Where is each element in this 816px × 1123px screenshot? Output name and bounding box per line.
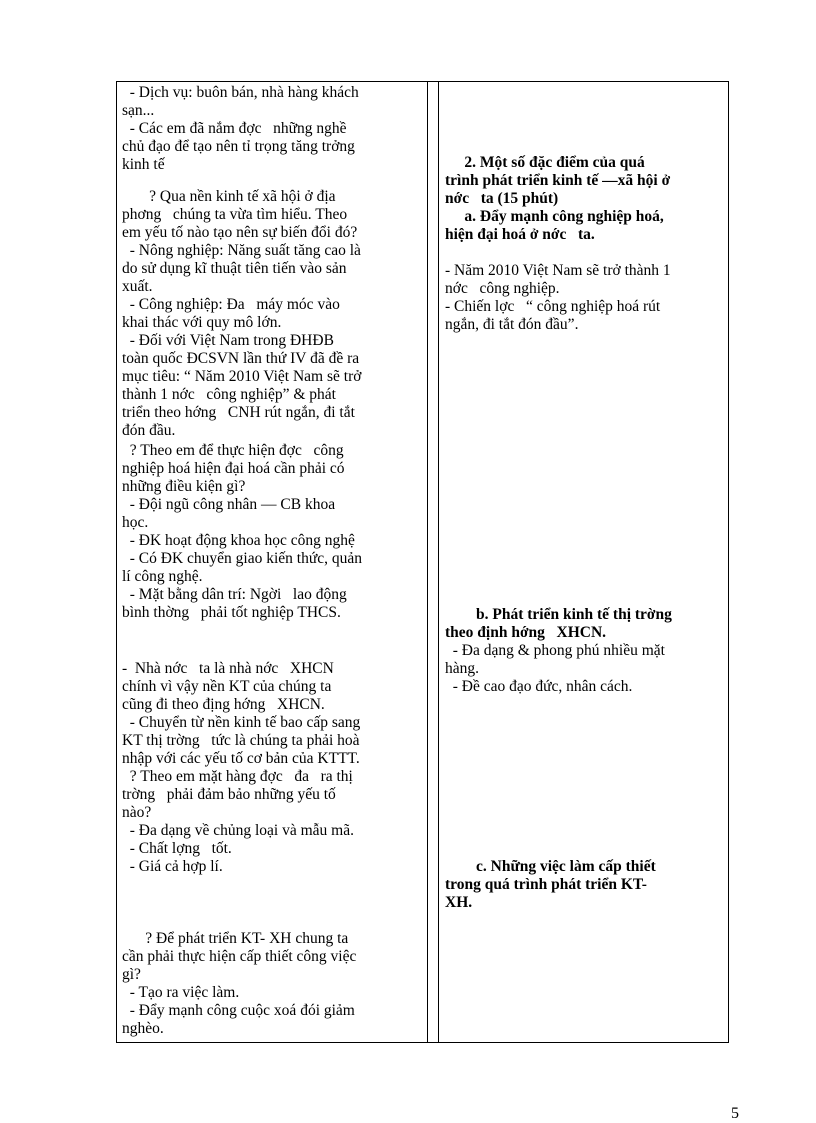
left-line-6: phơng chúng ta vừa tìm hiểu. Theo: [122, 206, 348, 223]
right-line-12: hàng.: [445, 660, 480, 677]
left-line-2: - Các em đã nắm đợc những nghề: [122, 120, 347, 137]
right-line-14: c. Những việc làm cấp thiết: [445, 858, 656, 875]
left-line-16: thành 1 nớc công nghiệp” & phát: [122, 386, 336, 403]
left-line-3: chủ đạo để tạo nên tỉ trọng tăng trởng: [122, 138, 355, 155]
left-line-44: - Tạo ra việc làm.: [122, 984, 240, 1001]
right-line-1: trình phát triển kinh tế —xã hội ở: [445, 172, 671, 189]
left-line-9: do sử dụng kĩ thuật tiên tiến vào sản: [122, 260, 347, 277]
right-line-8: ngắn, đi tắt đón đầu”.: [445, 316, 579, 333]
left-line-0: - Dịch vụ: buôn bán, nhà hàng khách: [122, 84, 359, 101]
left-line-22: - Đội ngũ công nhân — CB khoa: [122, 496, 336, 513]
right-line-16: XH.: [445, 894, 473, 911]
left-line-13: - Đối với Việt Nam trong ĐHĐB: [122, 332, 334, 349]
left-line-34: nhập với các yếu tố cơ bản của KTTT.: [122, 750, 360, 767]
right-line-11: - Đa dạng & phong phú nhiều mặt: [445, 642, 665, 659]
left-line-8: - Nông nghiệp: Năng suất tăng cao là: [122, 242, 361, 259]
left-line-32: - Chuyển từ nền kinh tế bao cấp sang: [122, 714, 361, 731]
right-line-0: 2. Một số đặc điểm của quá: [445, 154, 645, 171]
left-line-14: toàn quốc ĐCSVN lần thứ IV đã đề ra: [122, 350, 360, 367]
left-line-46: nghèo.: [122, 1020, 164, 1037]
left-line-35: ? Theo em mặt hàng đợc đa ra thị: [122, 768, 353, 785]
left-line-25: - Có ĐK chuyển giao kiến thức, quản: [122, 550, 362, 567]
left-line-39: - Chất lợng tốt.: [122, 840, 232, 857]
left-line-12: khai thác với quy mô lớn.: [122, 314, 282, 331]
right-line-10: theo định hớng XHCN.: [445, 624, 607, 641]
left-line-40: - Giá cả hợp lí.: [122, 858, 223, 875]
left-line-15: mục tiêu: “ Năm 2010 Việt Nam sẽ trở: [122, 368, 362, 385]
right-line-6: nớc công nghiệp.: [445, 280, 560, 297]
left-line-43: gì?: [122, 966, 141, 983]
page-number: 5: [731, 1105, 739, 1122]
left-line-45: - Đẩy mạnh công cuộc xoá đói giảm: [122, 1002, 355, 1019]
right-line-7: - Chiến lợc “ công nghiệp hoá rút: [445, 298, 661, 315]
left-line-24: - ĐK hoạt động khoa học công nghệ: [122, 532, 355, 549]
left-line-5: ? Qua nền kinh tế xã hội ở địa: [122, 188, 336, 205]
left-line-7: em yếu tố nào tạo nên sự biến đổi đó?: [122, 224, 358, 241]
left-line-1: sạn...: [122, 102, 155, 119]
left-line-41: ? Để phát triển KT- XH chung ta: [122, 930, 349, 947]
left-line-28: bình thờng phải tốt nghiệp THCS.: [122, 604, 341, 621]
left-line-19: ? Theo em để thực hiện đợc công: [122, 442, 344, 459]
left-line-29: - Nhà nớc ta là nhà nớc XHCN: [122, 660, 334, 677]
right-line-4: hiện đại hoá ở nớc ta.: [445, 226, 595, 243]
right-line-3: a. Đẩy mạnh công nghiệp hoá,: [445, 208, 664, 225]
left-line-20: nghiệp hoá hiện đại hoá cần phải có: [122, 460, 345, 477]
left-line-42: cần phải thực hiện cấp thiết công việc: [122, 948, 357, 965]
left-line-10: xuất.: [122, 278, 153, 295]
left-line-36: trờng phải đảm bảo những yếu tố: [122, 786, 336, 803]
left-line-18: đón đầu.: [122, 422, 176, 439]
left-line-26: lí công nghệ.: [122, 568, 203, 585]
left-line-17: triển theo hớng CNH rút ngắn, đi tắt: [122, 404, 355, 421]
left-line-27: - Mặt bằng dân trí: Ngời lao động: [122, 586, 347, 603]
left-line-33: KT thị trờng tức là chúng ta phải hoà: [122, 732, 360, 749]
left-line-38: - Đa dạng về chủng loại và mẫu mã.: [122, 822, 354, 839]
right-line-9: b. Phát triển kinh tế thị trờng: [445, 606, 672, 623]
left-line-30: chính vì vậy nền KT của chúng ta: [122, 678, 332, 695]
left-line-4: kinh tế: [122, 156, 165, 173]
left-line-31: cũng đi theo địng hớng XHCN.: [122, 696, 325, 713]
left-line-37: nào?: [122, 804, 152, 821]
right-line-15: trong quá trình phát triển KT-: [445, 876, 647, 893]
left-line-23: học.: [122, 514, 149, 531]
right-line-5: - Năm 2010 Việt Nam sẽ trở thành 1: [445, 262, 671, 279]
column-divider-2: [438, 81, 439, 1043]
right-line-2: nớc ta (15 phút): [445, 190, 559, 207]
right-line-13: - Đề cao đạo đức, nhân cách.: [445, 678, 633, 695]
column-divider-1: [427, 81, 428, 1043]
left-line-11: - Công nghiệp: Đa máy móc vào: [122, 296, 340, 313]
left-line-21: những điều kiện gì?: [122, 478, 246, 495]
